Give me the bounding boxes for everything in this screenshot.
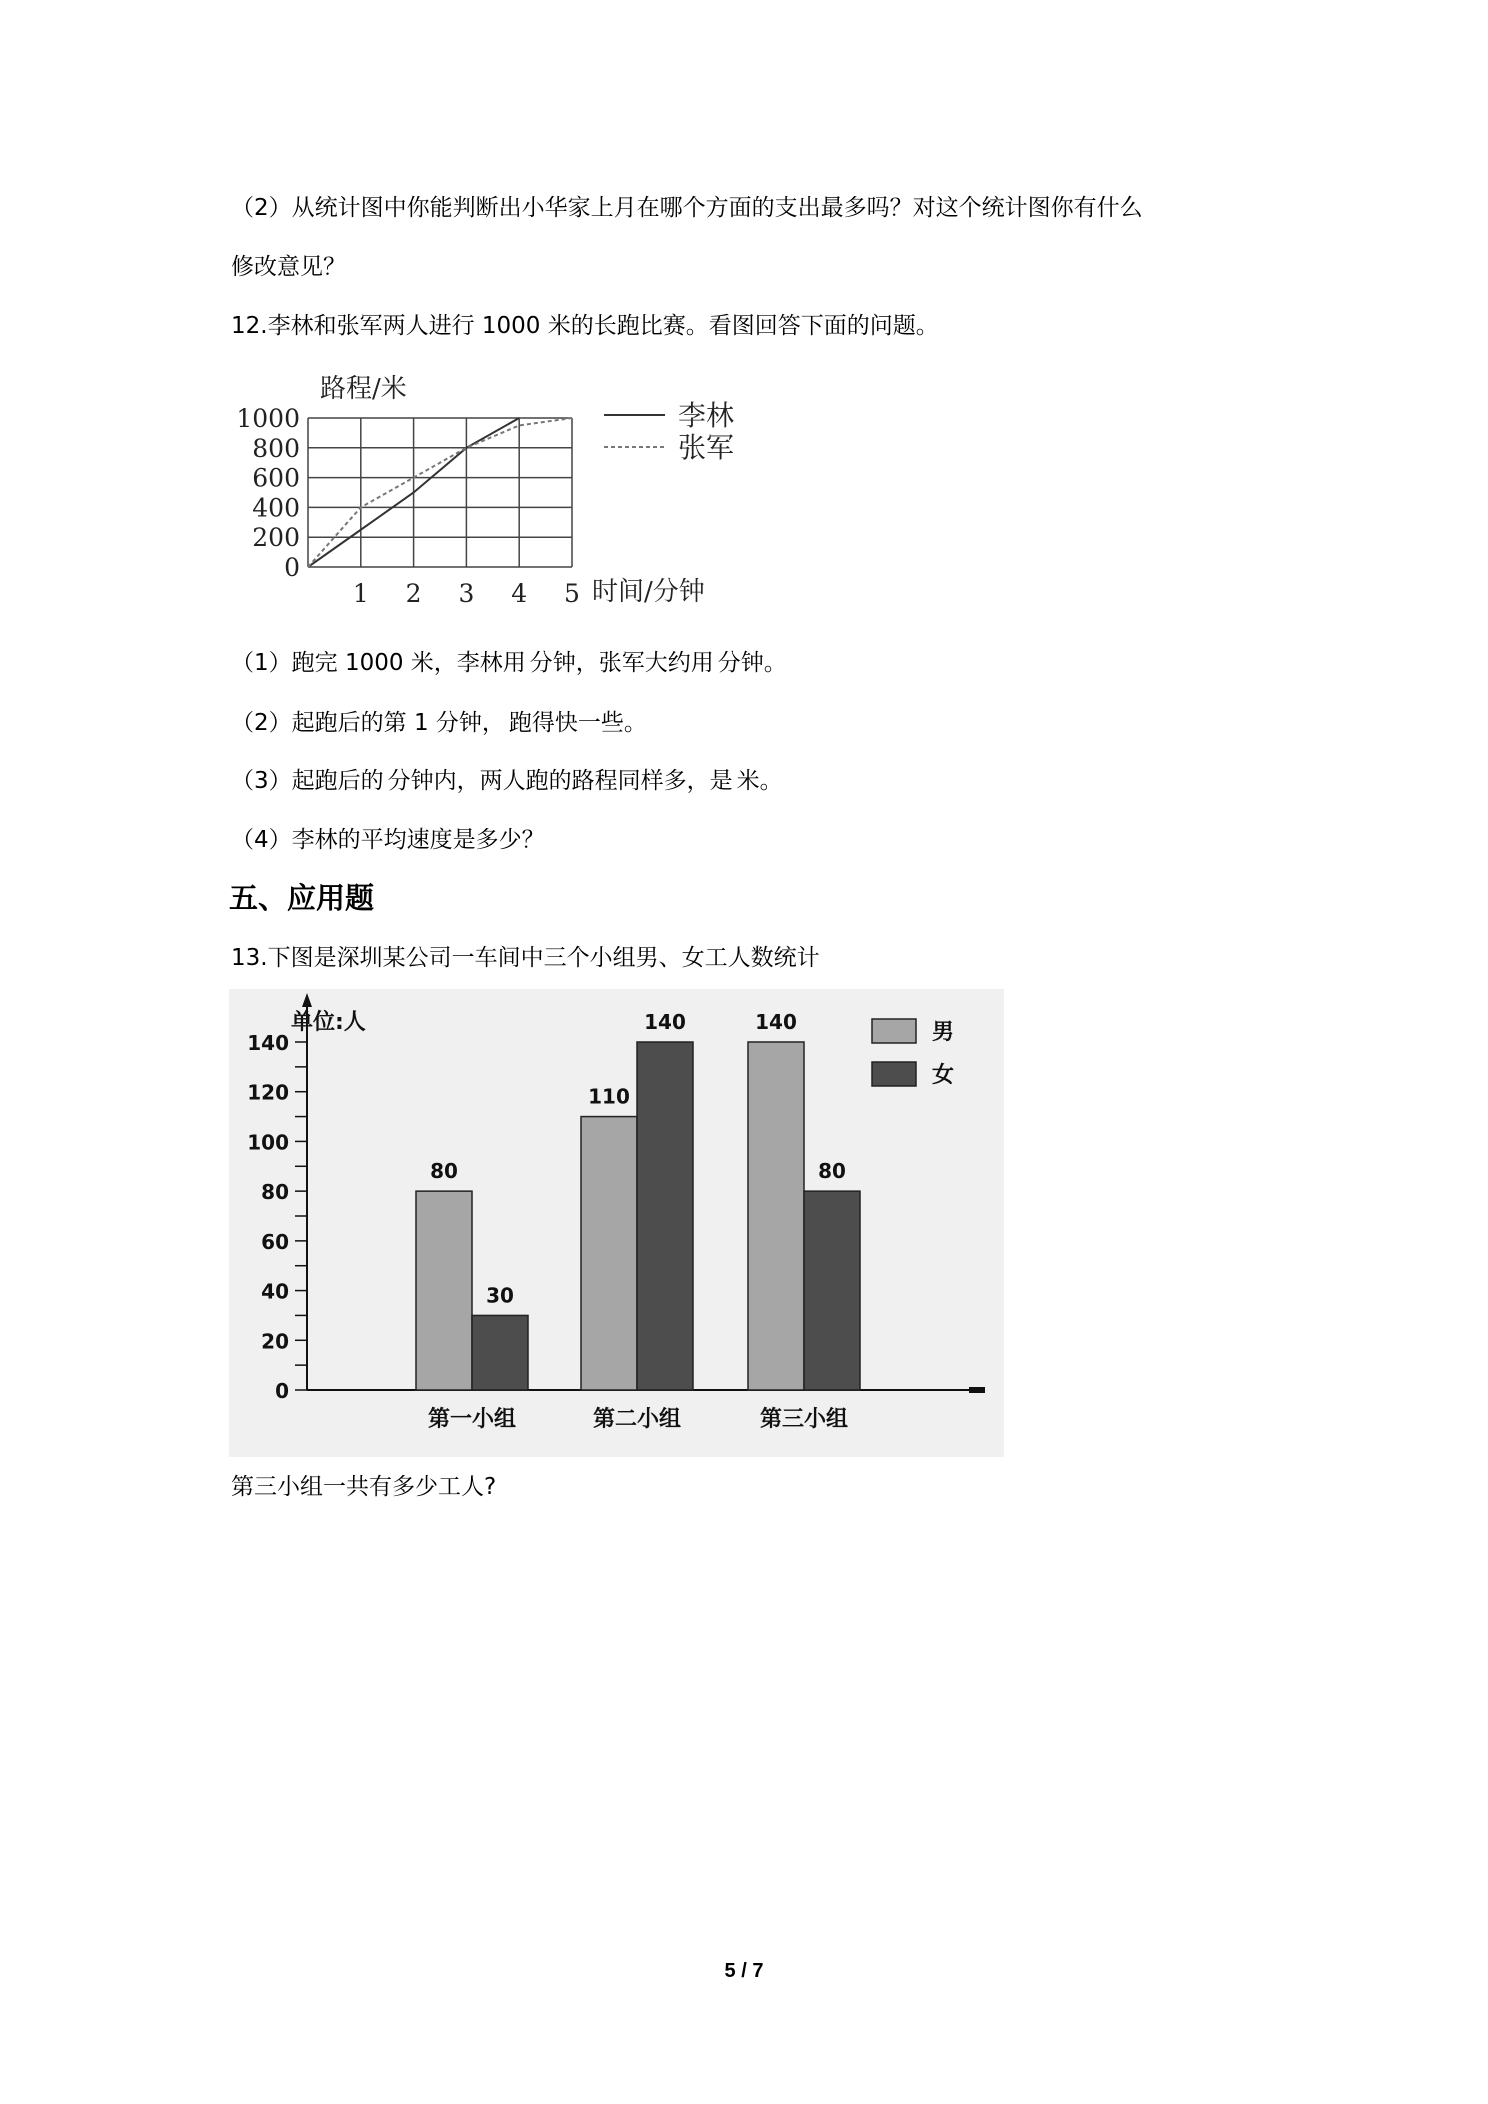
q12-sub2: （2）起跑后的第 1 分钟， 跑得快一些。 — [231, 710, 647, 736]
page-number: 5 / 7 — [724, 1960, 764, 1982]
y-tick-label: 40 — [261, 1279, 289, 1304]
y-tick-label: 80 — [261, 1180, 289, 1205]
line-chart-ylabel: 路程/米 — [320, 374, 407, 404]
q12-sub3: （3）起跑后的 分钟内，两人跑的路程同样多，是 米。 — [231, 768, 783, 794]
y-tick-label: 100 — [247, 1130, 289, 1155]
y-tick-label: 120 — [247, 1080, 289, 1105]
bar-value-label: 140 — [644, 1010, 686, 1034]
x-tick-label: 3 — [458, 579, 475, 608]
bar — [804, 1191, 860, 1390]
y-tick-label: 20 — [261, 1329, 289, 1354]
legend-label: 李林 — [678, 399, 735, 432]
y-tick-label: 800 — [252, 433, 300, 463]
y-tick-label: 600 — [252, 463, 300, 493]
x-tick-label: 1 — [352, 579, 369, 608]
bar-value-label: 110 — [588, 1084, 630, 1109]
q12-sub4: （4）李林的平均速度是多少？ — [231, 827, 545, 853]
bar-value-label: 140 — [755, 1010, 797, 1034]
bar-value-label: 30 — [486, 1283, 514, 1308]
y-tick-label: 400 — [252, 493, 300, 523]
bar — [637, 1042, 693, 1390]
bar-value-label: 80 — [818, 1159, 846, 1184]
line-chart-xlabel: 时间/分钟 — [592, 577, 705, 607]
x-axis-arrow — [969, 1387, 985, 1393]
bar — [748, 1042, 804, 1390]
y-tick-label: 140 — [247, 1031, 289, 1055]
legend-label: 男 — [932, 1020, 955, 1045]
legend-swatch — [872, 1019, 916, 1043]
q13-title: 13.下图是深圳某公司一车间中三个小组男、女工人数统计 — [231, 945, 820, 971]
bar — [581, 1117, 637, 1390]
bar — [416, 1191, 472, 1390]
bar-chart-ylabel: 单位:人 — [291, 1010, 366, 1035]
legend-label: 张军 — [678, 431, 735, 464]
x-tick-label: 2 — [405, 579, 422, 608]
category-label: 第一小组 — [427, 1407, 517, 1432]
bar-value-label: 80 — [430, 1159, 458, 1184]
q11-part2-line2: 修改意见？ — [231, 254, 346, 280]
line-chart — [220, 370, 780, 615]
y-tick-label: 60 — [261, 1229, 289, 1254]
x-tick-label: 5 — [564, 579, 580, 608]
series-line-2 — [308, 418, 572, 567]
x-tick-label: 4 — [511, 579, 528, 608]
y-tick-label: 200 — [252, 523, 300, 553]
category-label: 第三小组 — [759, 1407, 849, 1432]
category-label: 第二小组 — [592, 1407, 682, 1432]
q12-title: 12.李林和张军两人进行 1000 米的长跑比赛。看图回答下面的问题。 — [231, 313, 939, 339]
y-tick-label: 0 — [284, 553, 300, 582]
q12-sub1: （1）跑完 1000 米，李林用 分钟，张军大约用 分钟。 — [231, 650, 787, 676]
legend-label: 女 — [932, 1063, 955, 1088]
y-tick-label: 1000 — [236, 404, 300, 433]
q13-question: 第三小组一共有多少工人? — [231, 1474, 497, 1500]
section-title: 五、应用题 — [229, 881, 375, 915]
q11-part2-line1: （2）从统计图中你能判断出小华家上月在哪个方面的支出最多吗？对这个统计图你有什么 — [231, 195, 1143, 221]
legend-swatch — [872, 1062, 916, 1086]
y-tick-label: 0 — [275, 1379, 289, 1403]
bar-chart — [229, 989, 1004, 1457]
bar — [472, 1315, 528, 1390]
